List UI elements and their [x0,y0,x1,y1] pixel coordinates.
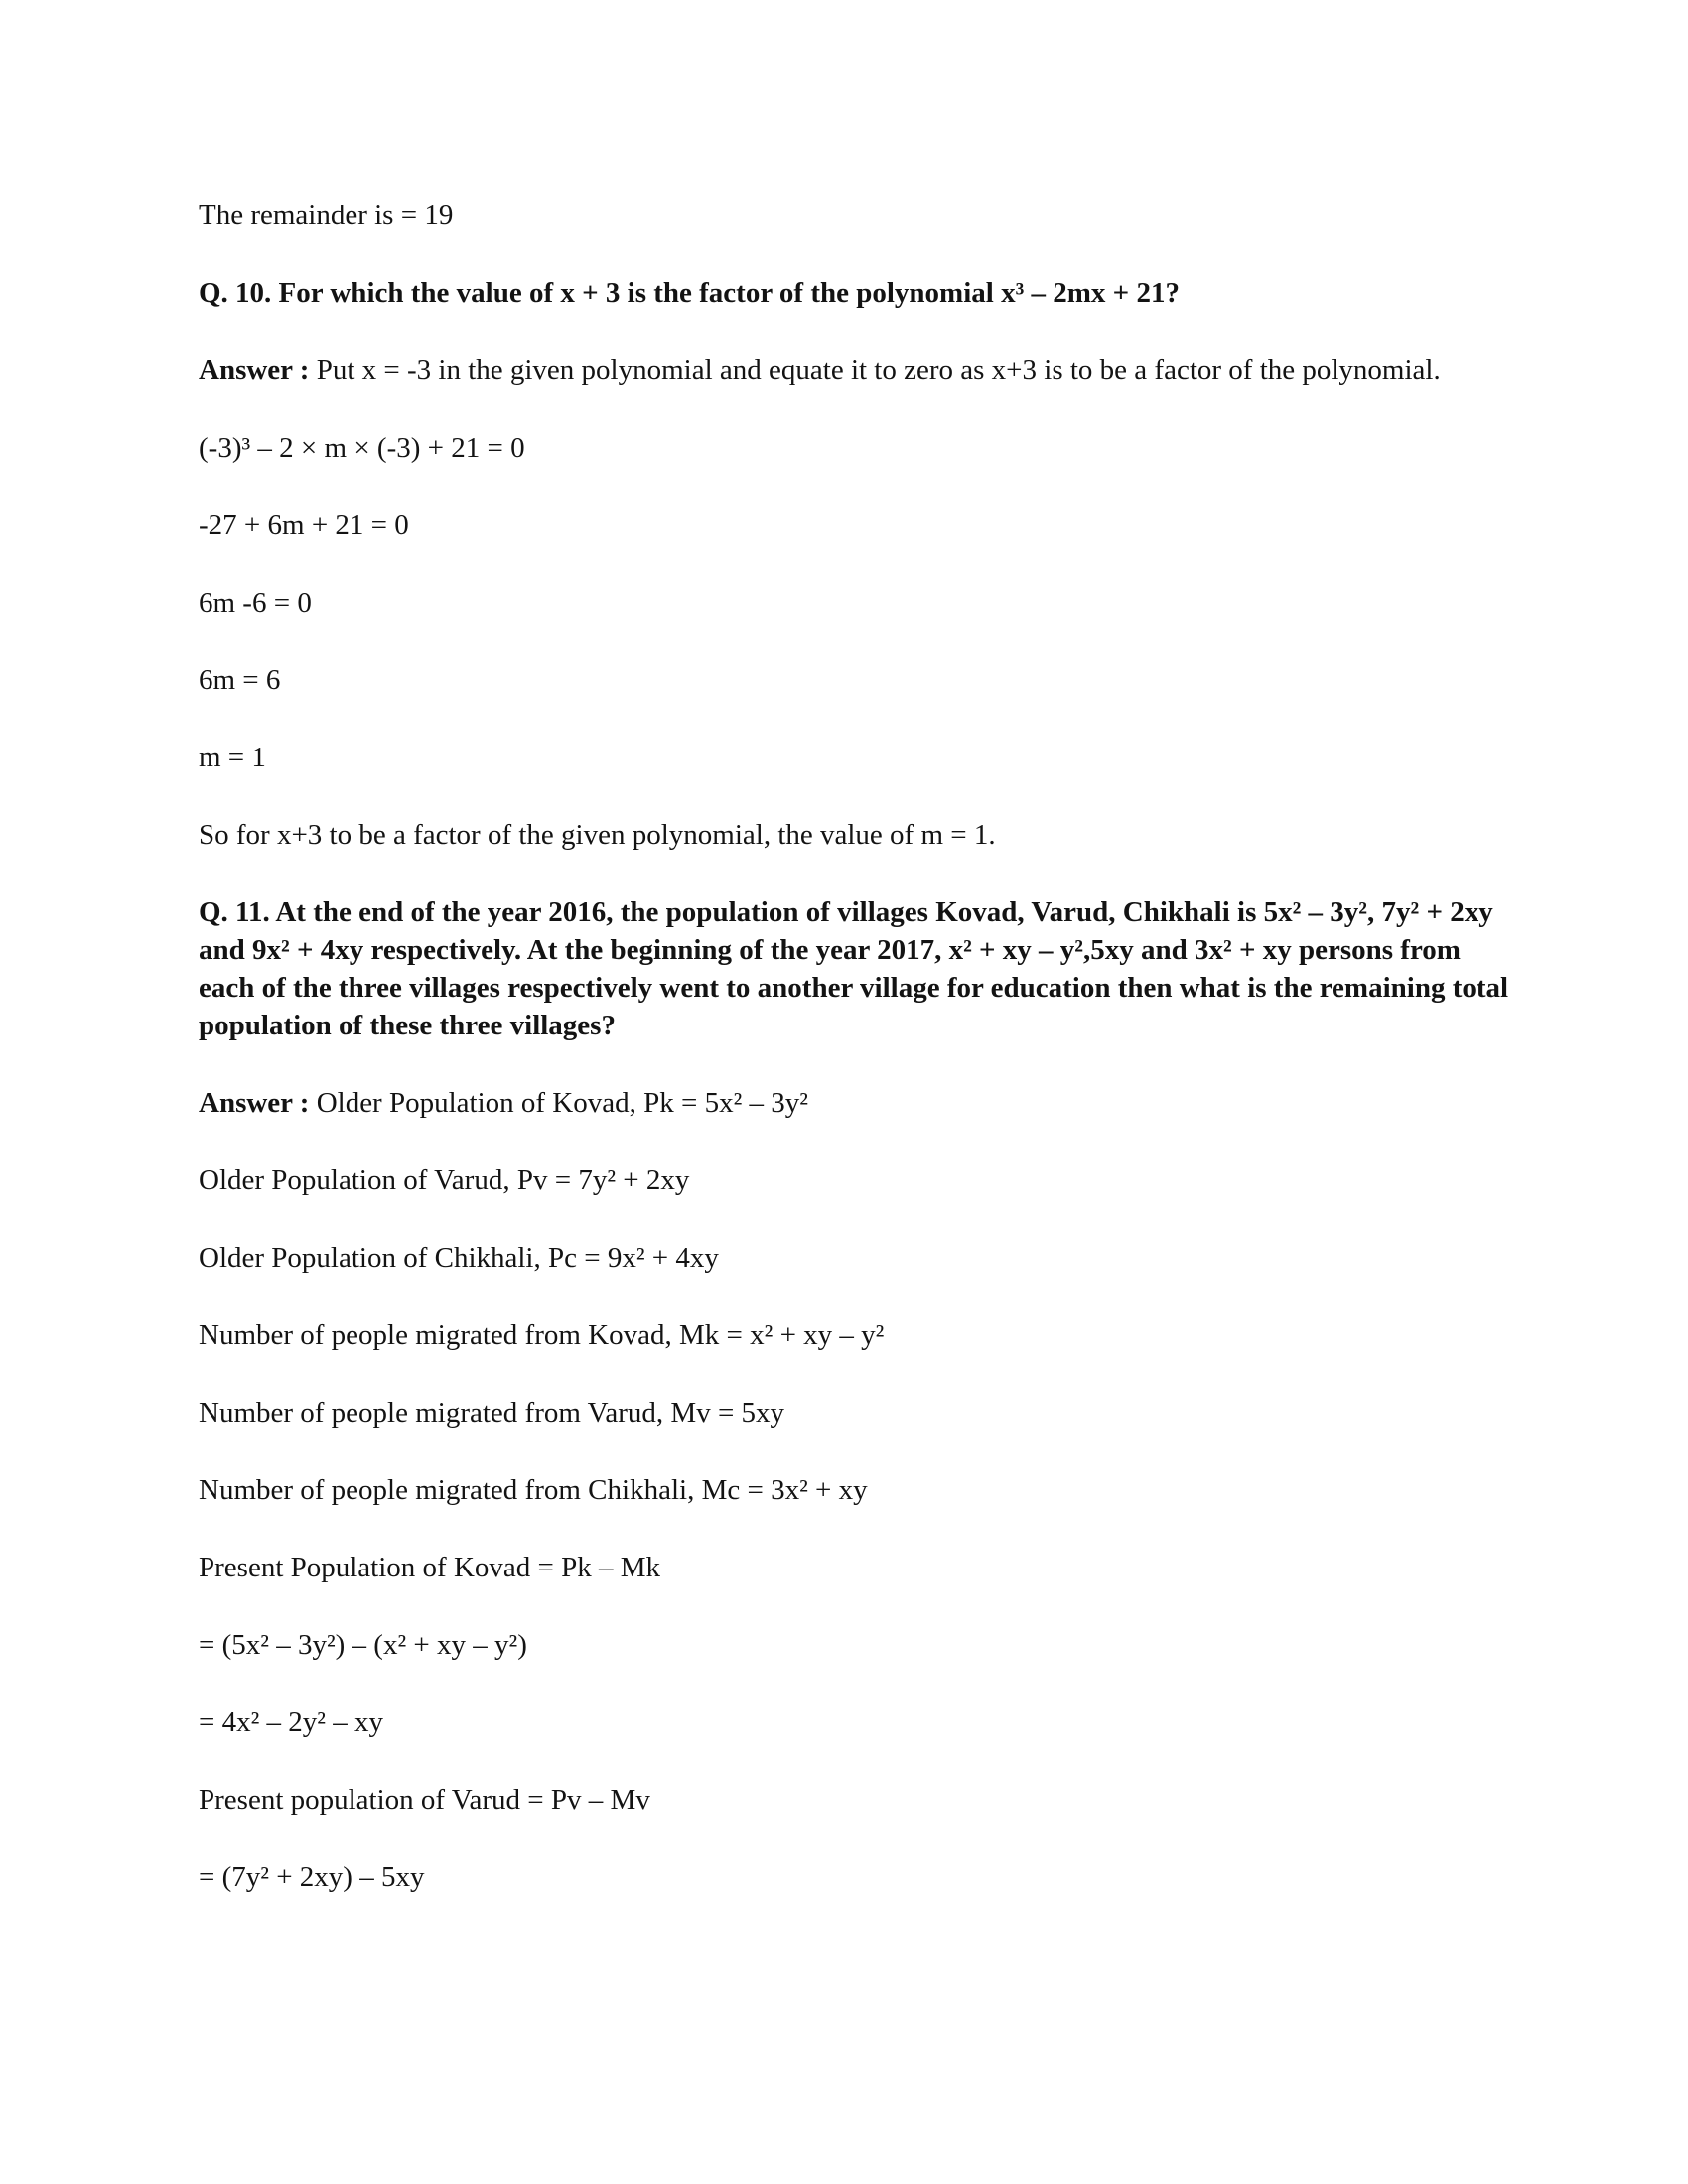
q11-heading: Q. 11. At the end of the year 2016, the population of villages Kovad, Varud, Chikhali is 5x² – 3y², 7y² + 2xy and 9x² + 4xy respectively. At the beginning of the year 2017, x² + xy – y²,5xy and 3x² + xy persons from each of the three villages respectively went to another village for education then what is the remaining total population of these three villages? [199,896,1509,1041]
q11-solution-line-8: = 4x² – 2y² – xy [199,1706,383,1738]
q10-equation-step-4: 6m = 6 [199,664,281,696]
q11-solution-line-2: Older Population of Chikhali, Pc = 9x² + 4xy [199,1242,719,1274]
q11-solution-line-3: Number of people migrated from Kovad, Mk = x² + xy – y² [199,1319,885,1351]
q11-solution-line-9: Present population of Varud = Pv – Mv [199,1784,650,1816]
q10-heading: Q. 10. For which the value of x + 3 is the factor of the polynomial x³ – 2mx + 21? [199,277,1180,309]
q10-equation-step-1: (-3)³ – 2 × m × (-3) + 21 = 0 [199,432,525,464]
q11-answer-paragraph [199,1084,1511,1122]
q11-solution-line-4: Number of people migrated from Varud, Mv = 5xy [199,1397,785,1429]
q10-equation-step-3: 6m -6 = 0 [199,587,312,618]
q11-solution-line-5: Number of people migrated from Chikhali, Mc = 3x² + xy [199,1474,868,1506]
q11-solution-line-10: = (7y² + 2xy) – 5xy [199,1861,425,1893]
q10-equation-step-5: m = 1 [199,742,266,773]
q11-answer-label: Answer : [199,1087,310,1119]
q11-solution-line-6: Present Population of Kovad = Pk – Mk [199,1552,661,1583]
q10-answer-paragraph [199,351,1511,389]
q10-conclusion: So for x+3 to be a factor of the given polynomial, the value of m = 1. [199,819,996,851]
remainder-text: The remainder is = 19 [199,200,454,231]
q10-equation-step-2: -27 + 6m + 21 = 0 [199,509,409,541]
q10-answer-text: Put x = -3 in the given polynomial and equate it to zero as x+3 is to be a factor of the polynomial. [309,354,1441,386]
q11-solution-line-7: = (5x² – 3y²) – (x² + xy – y²) [199,1629,527,1661]
q10-answer-label: Answer : [199,354,310,386]
q11-solution-line-1: Older Population of Varud, Pv = 7y² + 2xy [199,1164,690,1196]
q11-answer-text: Older Population of Kovad, Pk = 5x² – 3y² [309,1087,808,1119]
